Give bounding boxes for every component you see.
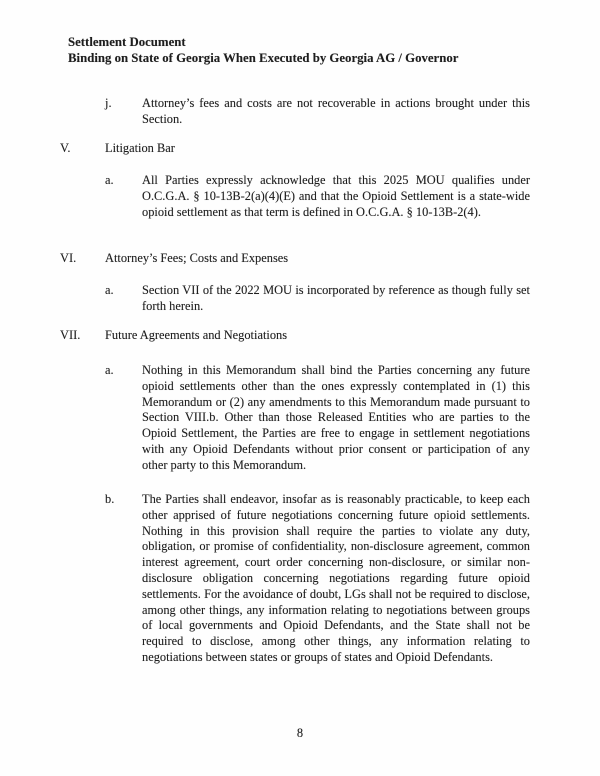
section-v-item-a — [60, 173, 575, 220]
item-label: a. — [105, 173, 114, 187]
section-title: Future Agreements and Negotiations — [105, 328, 288, 342]
section-vii-item-a — [60, 363, 575, 474]
section-numeral: VI. — [60, 251, 77, 265]
item-text: The Parties shall endeavor, insofar as is reasonably practicable, to keep each other apprised of future negotiations concerning future opioid settlements. Nothing in this provision shall require the parties to violate any duty, obligation, or promise of confidentiality, non-disclosure agreement, common interest agreement, court order concerning non-disclosure, or similar non-disclosure obligation concerning negotiations regarding future opioid settlements. For the avoidance of doubt, LGs shall not be required to disclose, among other things, any information relating to negotiations between groups of local governments and Opioid Defendants, and the State shall not be required to disclose, among other things, any information relating to negotiations between states or groups of states and Opioid Defendants. — [142, 492, 530, 664]
item-label: a. — [105, 363, 114, 377]
section-numeral: VII. — [60, 328, 81, 342]
item-text: All Parties expressly acknowledge that this 2025 MOU qualifies under O.C.G.A. § 10-13B-2(a)(4)(E) and that the Opioid Settlement is a state-wide opioid settlement as that term is defined in O.C.G.A. § 10-13B-2(4). — [142, 173, 530, 219]
item-text: Section VII of the 2022 MOU is incorporated by reference as though fully set forth herein. — [142, 283, 530, 313]
document-title-line1: Settlement Document — [68, 35, 186, 49]
list-item-j — [60, 96, 575, 128]
item-label: j. — [105, 96, 112, 110]
section-vi-heading — [60, 251, 530, 267]
section-title: Attorney’s Fees; Costs and Expenses — [105, 251, 289, 265]
section-title: Litigation Bar — [105, 141, 175, 155]
item-text: Attorney’s fees and costs are not recoverable in actions brought under this Section. — [142, 96, 530, 126]
section-vii-heading — [60, 328, 530, 344]
section-vii-item-b — [60, 492, 575, 666]
item-text: Nothing in this Memorandum shall bind the Parties concerning any future opioid settlements other than the ones expressly contemplated in (1) this Memorandum or (2) any amendments to this Memorandum made pursuant to Section VIII.b. Other than those Released Entities who are parties to the Opioid Settlement, the Parties are free to engage in settlement negotiations with any Opioid Defendants without prior consent or participation of any other party to this Memorandum. — [142, 363, 530, 472]
document-title-line2: Binding on State of Georgia When Executed by Georgia AG / Governor — [68, 50, 459, 65]
item-label: b. — [105, 492, 115, 506]
section-numeral: V. — [60, 141, 71, 155]
section-vi-item-a — [60, 283, 575, 315]
page-number: 8 — [296, 726, 304, 740]
item-label: a. — [105, 283, 114, 297]
section-v-heading — [60, 141, 530, 157]
document-header — [68, 35, 548, 66]
